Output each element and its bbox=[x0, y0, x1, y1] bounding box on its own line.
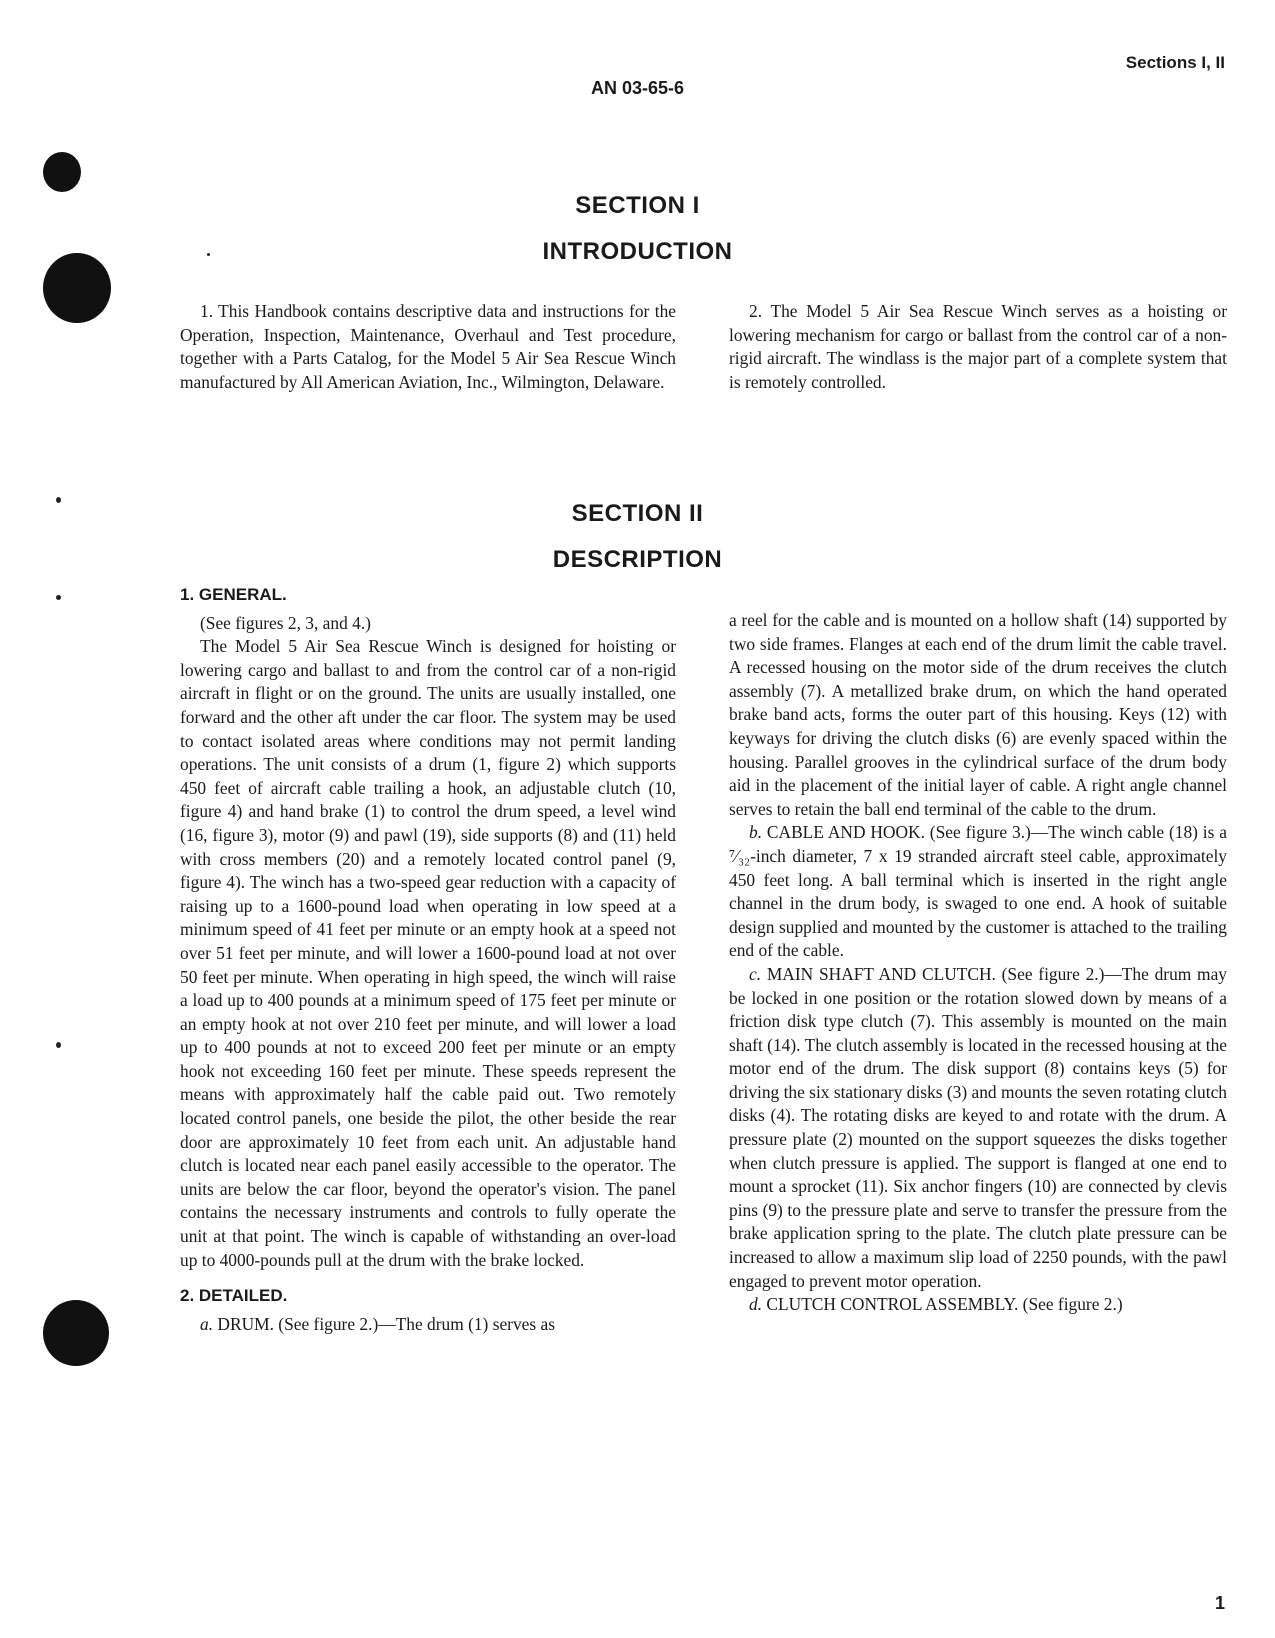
shaft-paragraph bbox=[729, 963, 1227, 1293]
intro-paragraph-2 bbox=[729, 300, 1227, 394]
drum-continued: a reel for the cable and is mounted on a hollow shaft (14) supported by two side frames. Flanges at each end of the drum limit the cable travel. A recessed housing on the motor side of the drum receives the clutch assembly (7). A metallized brake drum, on which the hand operated brake band acts, forms the outer part of this housing. Keys (12) with keyways for driving the clutch disks (6) are evenly spaced within the housing. Parallel grooves in the cylindrical surface of the drum body aid in the placement of the initial layer of cable. A right angle channel serves to retain the ball end terminal of the cable to the drum. bbox=[729, 610, 1227, 819]
intro-text-2: 2. The Model 5 Air Sea Rescue Winch serves as a hoisting or lowering mechanism for cargo or ballast from the control car of a non-rigid aircraft. The windlass is the major part of a complete system that is remotely controlled. bbox=[729, 301, 1227, 392]
section-reference: Sections I, II bbox=[1125, 53, 1225, 72]
document-number: AN 03-65-6 bbox=[590, 78, 685, 98]
binder-hole-bottom bbox=[43, 1300, 109, 1366]
general-figure-reference: (See figures 2, 3, and 4.) bbox=[200, 612, 371, 633]
page-speck bbox=[56, 595, 61, 600]
section-2-title: DESCRIPTION bbox=[552, 546, 723, 573]
general-description: The Model 5 Air Sea Rescue Winch is designed for hoisting or lowering cargo and ballast to and from the control car of a non-rigid aircraft in flight or on the ground. The units are usually installed, one forward and the other aft under the car floor. The system may be used to contact isolated areas where conditions may not permit landing operations. The unit consists of a drum (1, figure 2) which supports 450 feet of aircraft cable trailing a hook, an adjustable clutch (10, figure 4) and hand brake (1) to control the drum speed, a level wind (16, figure 3), motor (9) and pawl (19), side supports (8) and (11) held with cross members (20) and a remotely located control panel (9, figure 4). The winch has a two-speed gear reduction with a capacity of raising up to a 1600-pound load when operating in low speed at a minimum speed of 41 feet per minute or an empty hook at a speed not over 51 feet per minute, and will lower a 1600-pound load at not over 50 feet per minute. When operating in high speed, the winch will raise a load up to 400 pounds at a minimum speed of 175 feet per minute or an empty hook at not over 210 feet per minute, and will lower a load up to 400 pounds at not to exceed 200 feet per minute or an empty hook not exceeding 160 feet per minute. These speeds represent the means with approximately half the cable paid out. Two remotely located control panels, one beside the pilot, the other beside the rear door are approximately 10 feet from each unit. An adjustable hand clutch is located near each panel easily accessible to the operator. The units are below the car floor, beyond the operator's vision. The panel contains the necessary instruments and controls to fully operate the unit at that point. The winch is capable of withstanding an over-load up to 4000-pounds pull at the drum with the brake locked. bbox=[180, 636, 676, 1270]
drum-label: a. bbox=[200, 1313, 214, 1334]
shaft-text: MAIN SHAFT AND CLUTCH. (See figure 2.)—The drum may be locked in one position or the rotation slowed down by means of a friction disk type clutch (7). This assembly is mounted on the main shaft (14). The clutch assembly is located in the recessed housing at the motor end of the drum. The disk support (8) contains keys (5) for driving the six stationary disks (3) and mounts the seven rotating clutch disks (4). The rotating disks are keyed to and rotate with the drum. A pressure plate (2) mounted on the support squeezes the disks together when clutch pressure is applied. The support is flanged at one end to mount a sprocket (11). Six anchor fingers (10) are connected by clevis pins (9) to the pressure plate and serve to transfer the pressure from the brake application spring to the plate. The clutch plate pressure can be increased to allow a maximum slip load of 2250 pounds, with the pawl engaged to prevent motor operation. bbox=[729, 963, 1227, 1291]
cable-label: b. bbox=[749, 822, 763, 843]
cable-paragraph bbox=[729, 821, 1227, 963]
right-column bbox=[729, 609, 1227, 1317]
control-text: CLUTCH CONTROL ASSEMBLY. (See figure 2.) bbox=[766, 1294, 1123, 1315]
detailed-heading: 2. DETAILED. bbox=[180, 1286, 288, 1306]
section-1-title: INTRODUCTION bbox=[542, 238, 733, 265]
section-1-heading: SECTION I bbox=[575, 192, 700, 219]
cable-text: CABLE AND HOOK. (See figure 3.)—The winch cable (18) is a ⁷⁄₃₂-inch diameter, 7 x 19 stranded aircraft steel cable, approximately 450 feet long. A ball terminal which is inserted in the right angle channel in the drum body, is swaged to one end. A hook of suitable design supplied and mounted by the customer is attached to the trailing end of the cable. bbox=[729, 822, 1227, 961]
drum-text: DRUM. (See figure 2.)—The drum (1) serves as bbox=[217, 1313, 555, 1334]
page-speck bbox=[56, 1042, 61, 1048]
control-paragraph bbox=[729, 1293, 1227, 1317]
page-number: 1 bbox=[1214, 1593, 1225, 1613]
shaft-label: c. bbox=[749, 963, 762, 984]
general-heading: 1. GENERAL. bbox=[180, 585, 287, 604]
left-column bbox=[180, 583, 676, 1336]
drum-paragraph bbox=[180, 1313, 676, 1337]
section-2-heading: SECTION II bbox=[571, 500, 704, 527]
binder-hole-top bbox=[43, 152, 81, 192]
control-label: d. bbox=[749, 1294, 763, 1315]
intro-text-1: 1. This Handbook contains descriptive data and instructions for the Operation, Inspection, Maintenance, Overhaul and Test procedure, together with a Parts Catalog, for the Model 5 Air Sea Rescue Winch manufactured by All American Aviation, Inc., Wilmington, Delaware. bbox=[180, 301, 676, 392]
intro-paragraph-1 bbox=[180, 300, 676, 394]
